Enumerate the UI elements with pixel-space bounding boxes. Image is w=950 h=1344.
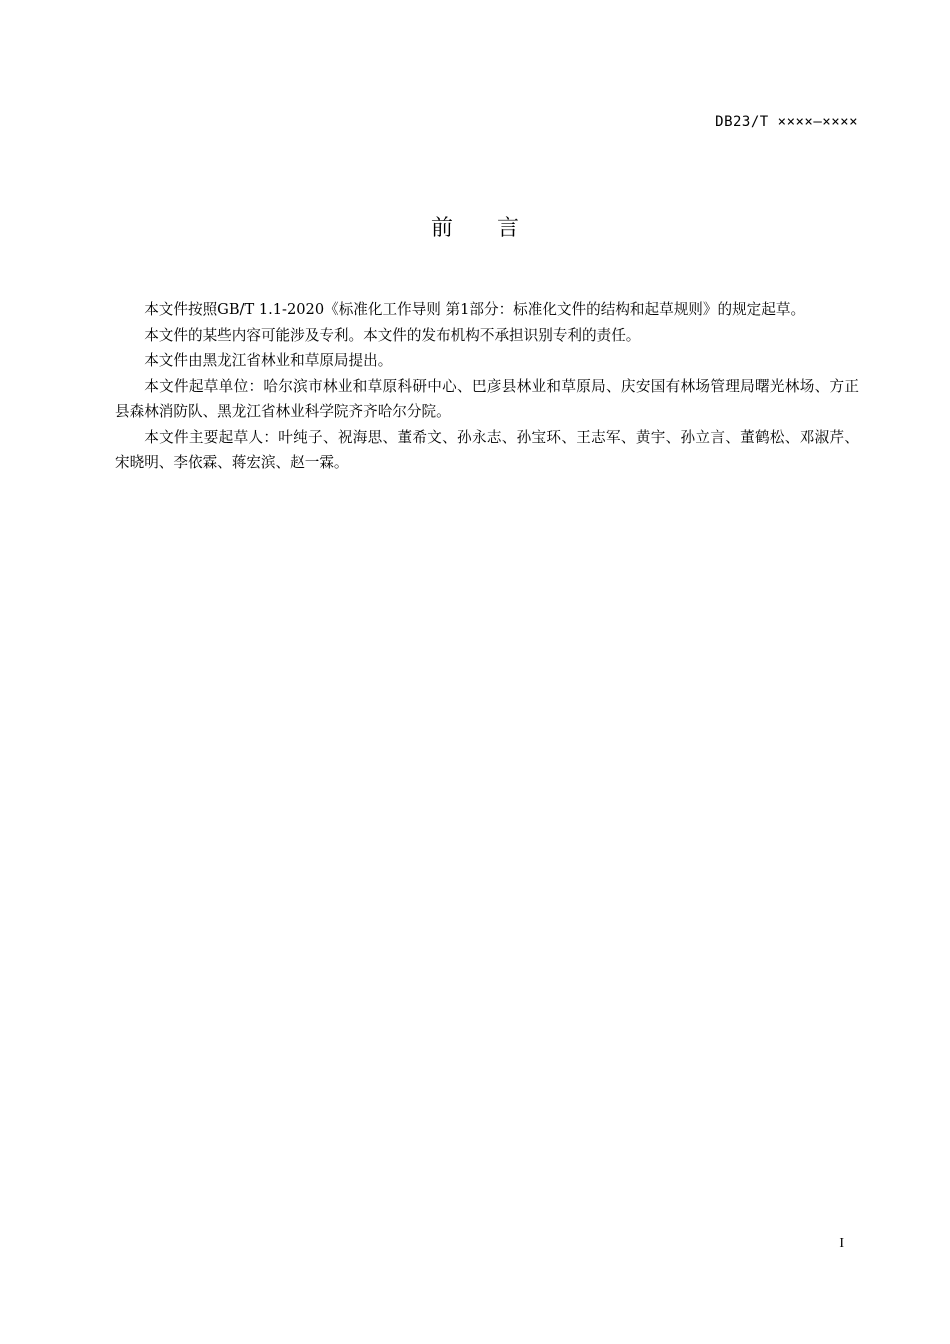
- paragraph-proposer: 本文件由黑龙江省林业和草原局提出。: [144, 352, 393, 369]
- document-code: DB23/T ××××—××××: [715, 114, 858, 130]
- paragraph-standard-basis: 本文件按照GB/T 1.1-2020《标准化工作导则 第1部分：标准化文件的结构和起草规则》的规定起草。: [144, 301, 806, 318]
- page-number: I: [839, 1236, 844, 1251]
- page-title: [0, 214, 950, 244]
- title-char-1: 前: [430, 216, 453, 241]
- paragraph-drafters: 本文件主要起草人：叶纯子、祝海思、董希文、孙永志、孙宝环、王志军、黄宇、孙立言、董鹤松、邓淑芹、宋晓明、李依霖、蒋宏滨、赵一霖。: [115, 428, 859, 471]
- paragraph-patent-notice: 本文件的某些内容可能涉及专利。本文件的发布机构不承担识别专利的责任。: [144, 326, 641, 344]
- paragraph-drafting-units: 本文件起草单位：哈尔滨市林业和草原科研中心、巴彦县林业和草原局、庆安国有林场管理局曙光林场、方正县森林消防队、黑龙江省林业科学院齐齐哈尔分院。: [115, 377, 859, 420]
- title-char-2: 言: [497, 216, 520, 241]
- foreword-body: [115, 297, 859, 476]
